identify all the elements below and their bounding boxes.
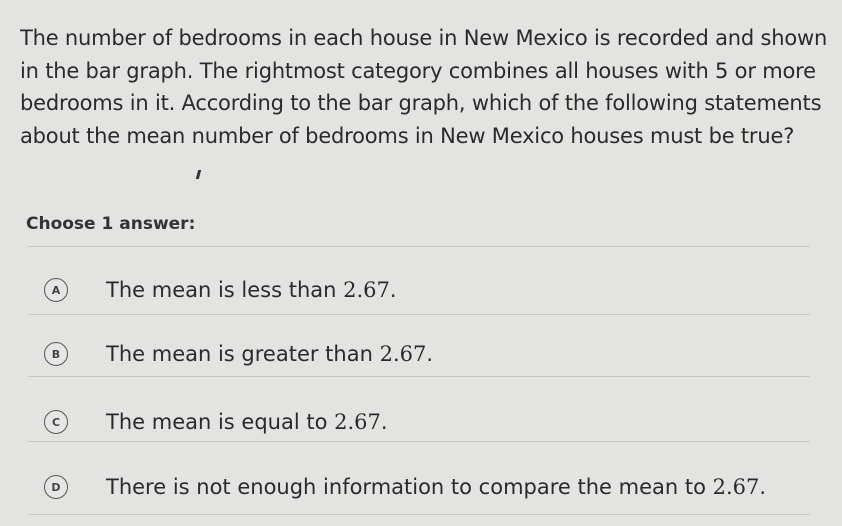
choice-b-value: 2.67 (379, 342, 427, 366)
choice-a-letter-circle[interactable]: A (44, 278, 68, 302)
divider (28, 441, 810, 442)
choice-a-text (106, 278, 397, 302)
choice-b-suffix: . (426, 342, 434, 366)
choice-d-text (106, 475, 766, 499)
divider (28, 246, 810, 247)
choice-c-letter-circle[interactable]: C (44, 410, 68, 434)
choice-b[interactable] (44, 332, 814, 376)
question-text: The number of bedrooms in each house in New Mexico is recorded and shown in the bar graph. The rightmost category combines all houses with 5 or more bedrooms in it. According to the bar graph, which of the following statements about the mean number of bedrooms in New Mexico houses must be true? (20, 26, 828, 148)
choice-c-text (106, 410, 388, 434)
choice-c[interactable] (44, 400, 814, 444)
choice-c-suffix: . (380, 410, 388, 434)
divider (28, 514, 810, 515)
choice-b-text (106, 342, 433, 366)
choice-a-label: The mean is less than (106, 278, 344, 302)
choice-b-letter-circle[interactable]: B (44, 342, 68, 366)
choice-a[interactable] (44, 268, 814, 312)
choice-c-value: 2.67 (334, 410, 381, 434)
choice-d-letter-circle[interactable]: D (44, 475, 68, 499)
choice-d-label: There is not enough information to compare the mean to (106, 475, 713, 499)
choice-b-label: The mean is greater than (106, 342, 380, 366)
choice-c-label: The mean is equal to (106, 410, 335, 434)
text-cursor-mark (196, 170, 201, 179)
divider (28, 314, 810, 315)
choose-answer-label: Choose 1 answer: (26, 214, 196, 234)
choice-d-value: 2.67 (712, 475, 760, 499)
choice-d-suffix: . (759, 475, 767, 499)
choice-a-value: 2.67 (343, 278, 390, 302)
divider (28, 376, 810, 377)
choice-d[interactable] (44, 465, 814, 509)
choice-a-suffix: . (389, 278, 397, 302)
